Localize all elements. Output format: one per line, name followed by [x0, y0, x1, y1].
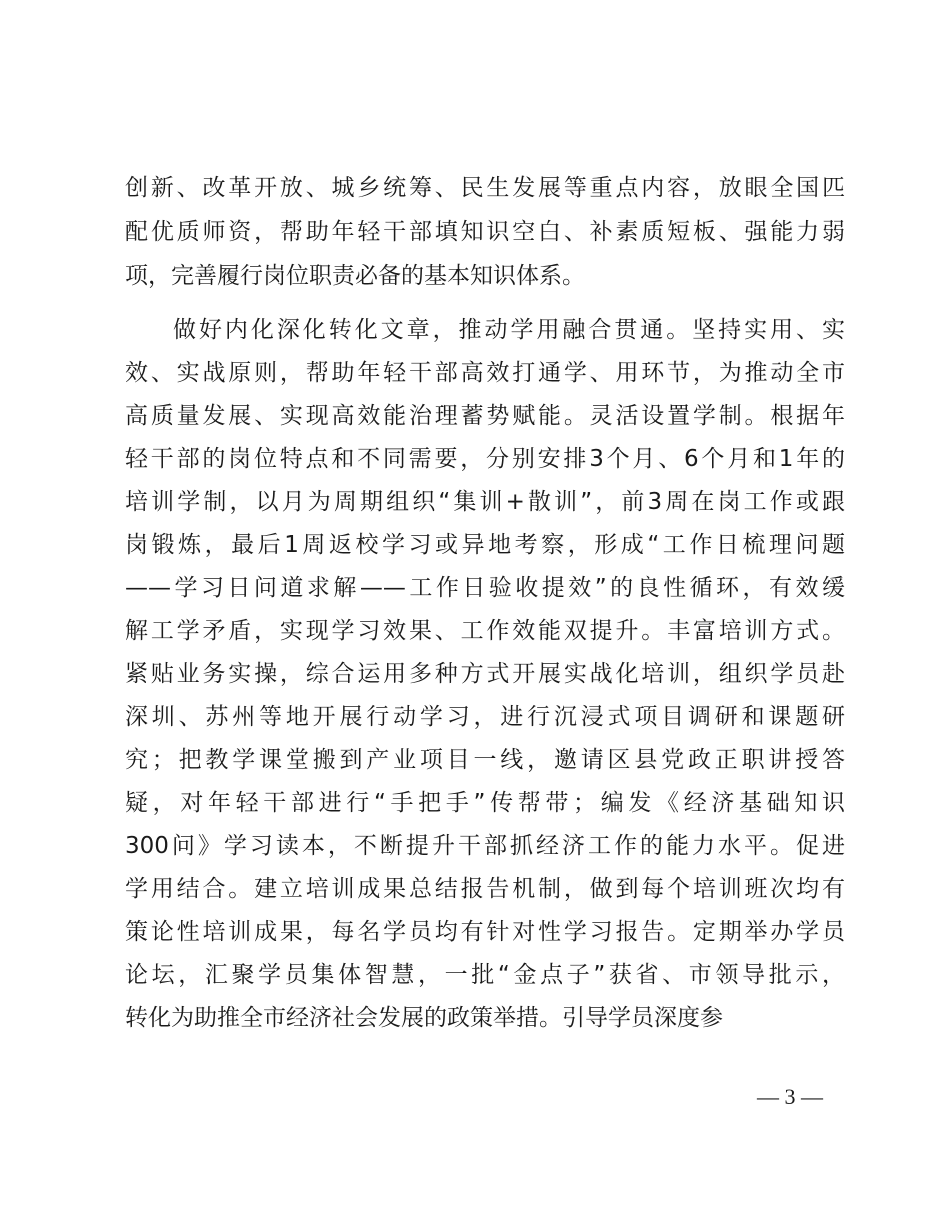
text-line: 论坛，汇聚学员集体智慧，一批“金点子”获省、市领导批示， [125, 962, 845, 988]
text-line: 轻干部的岗位特点和不同需要，分别安排3个月、6个月和1年的 [125, 446, 845, 472]
text-line: 紧贴业务实操，综合运用多种方式开展实战化培训，组织学员赴 [125, 661, 845, 687]
text-line: 创新、改革开放、城乡统筹、民生发展等重点内容，放眼全国匹 [125, 175, 845, 201]
text-line: 学用结合。建立培训成果总结报告机制，做到每个培训班次均有 [125, 876, 845, 902]
text-line: 300问》学习读本，不断提升干部抓经济工作的能力水平。促进 [125, 833, 845, 859]
text-line: 深圳、苏州等地开展行动学习，进行沉浸式项目调研和课题研 [125, 704, 845, 730]
text-line: 策论性培训成果，每名学员均有针对性学习报告。定期举办学员 [125, 919, 845, 945]
text-line: 做好内化深化转化文章，推动学用融合贯通。坚持实用、实 [173, 317, 845, 343]
text-line: 效、实战原则，帮助年轻干部高效打通学、用环节，为推动全市 [125, 360, 845, 386]
text-line: 岗锻炼，最后1周返校学习或异地考察，形成“工作日梳理问题 [125, 532, 845, 558]
text-line: 培训学制，以月为周期组织“集训+散训”，前3周在岗工作或跟 [125, 489, 845, 515]
text-line: ——学习日问道求解——工作日验收提效”的良性循环，有效缓 [125, 575, 845, 601]
page-number: — 3 — [757, 1084, 823, 1109]
text-line: 转化为助推全市经济社会发展的政策举措。引导学员深度参 [125, 1005, 723, 1031]
text-line: 究；把教学课堂搬到产业项目一线，邀请区县党政正职讲授答 [125, 747, 845, 773]
text-line: 疑，对年轻干部进行“手把手”传帮带；编发《经济基础知识 [125, 790, 845, 816]
text-line: 项，完善履行岗位职责必备的基本知识体系。 [125, 263, 585, 289]
text-line: 解工学矛盾，实现学习效果、工作效能双提升。丰富培训方式。 [125, 618, 845, 644]
text-line: 配优质师资，帮助年轻干部填知识空白、补素质短板、强能力弱 [125, 219, 845, 245]
text-line: 高质量发展、实现高效能治理蓄势赋能。灵活设置学制。根据年 [125, 403, 845, 429]
